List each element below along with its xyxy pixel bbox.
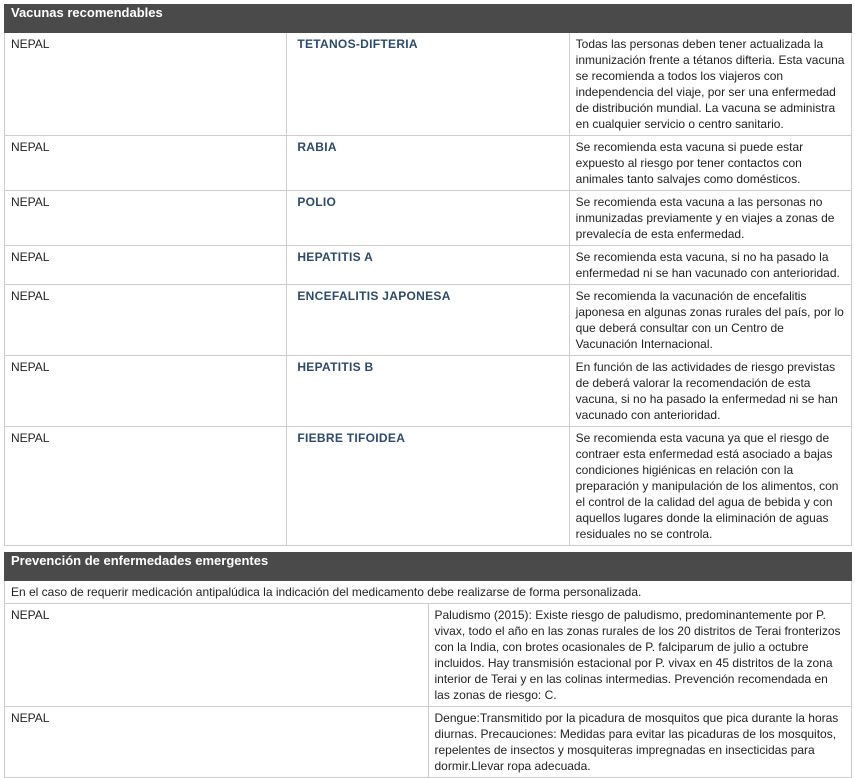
- table-row: [5, 33, 852, 136]
- table-row: [5, 191, 852, 246]
- vaccine-name: POLIO: [287, 191, 569, 246]
- vacunas-title: Vacunas recomendables: [5, 5, 852, 33]
- country-cell: NEPAL: [5, 191, 287, 246]
- disease-description: Dengue:Transmitido por la picadura de mosquitos que pica durante la horas diurnas. Precauciones: Medidas para evitar las picaduras de los mosquitos, repelentes de insectos y mosquiteras impregnadas en insecticidas para dormir.Llevar ropa adecuada.: [428, 707, 852, 778]
- vaccine-description: Se recomienda esta vacuna ya que el riesgo de contraer esta enfermedad está asociado a bajas condiciones higiénicas en relación con la preparación y manipulación de los alimentos, con el control de la calidad del agua de bebida y con aquellos lugares donde la eliminación de aguas residuales no se controla.: [569, 427, 851, 546]
- vacunas-table: [4, 4, 852, 552]
- country-cell: NEPAL: [5, 427, 287, 546]
- disease-description: Paludismo (2015): Existe riesgo de paludismo, predominantemente por P. vivax, todo el año en las zonas rurales de los 20 distritos de Terai fronterizos con la India, con brotes ocasionales de P. falciparum de julio a octubre incluidos. Hay transmisión estacional por P. vivax en 45 distritos de la zona interior de Terai y en las colinas intermedias. Prevención recomendada en las zonas de riesgo: C.: [428, 604, 852, 707]
- vaccine-description: En función de las actividades de riesgo previstas de deberá valorar la recomendación de esta vacuna, si no ha pasado la enfermedad ni se han vacunado con anterioridad.: [569, 356, 851, 427]
- vaccine-description: Todas las personas deben tener actualizada la inmunización frente a tétanos difteria. Esta vacuna se recomienda a todos los viajeros con independencia del viaje, por ser una enfermedad de distribución mundial. La vacuna se administra en cualquier servicio o centro sanitario.: [569, 33, 851, 136]
- table-row: [5, 356, 852, 427]
- country-cell: NEPAL: [5, 604, 429, 707]
- vaccine-description: Se recomienda esta vacuna, si no ha pasado la enfermedad ni se han vacunado con anterioridad.: [569, 246, 851, 285]
- table-row: [5, 285, 852, 356]
- vaccine-name: ENCEFALITIS JAPONESA: [287, 285, 569, 356]
- vaccine-description: Se recomienda esta vacuna si puede estar expuesto al riesgo por tener contactos con animales tanto salvajes como domésticos.: [569, 136, 851, 191]
- vacunas-header: [5, 5, 852, 33]
- country-cell: NEPAL: [5, 356, 287, 427]
- country-cell: NEPAL: [5, 136, 287, 191]
- vaccine-description: Se recomienda esta vacuna a las personas no inmunizadas previamente y en viajes a zonas de prevalecía de esta enfermedad.: [569, 191, 851, 246]
- country-cell: NEPAL: [5, 246, 287, 285]
- prevencion-table: [4, 552, 852, 778]
- country-cell: NEPAL: [5, 707, 429, 778]
- country-cell: NEPAL: [5, 33, 287, 136]
- table-row: [5, 707, 852, 778]
- country-cell: NEPAL: [5, 285, 287, 356]
- vaccine-description: Se recomienda la vacunación de encefalitis japonesa en algunas zonas rurales del país, por lo que deberá consultar con un Centro de Vacunación Internacional.: [569, 285, 851, 356]
- prevencion-intro: En el caso de requerir medicación antipalúdica la indicación del medicamento debe realizarse de forma personalizada.: [5, 581, 852, 604]
- prevencion-header: [5, 553, 852, 581]
- vaccine-name: RABIA: [287, 136, 569, 191]
- vaccine-name: TETANOS-DIFTERIA: [287, 33, 569, 136]
- page-content: [4, 4, 852, 778]
- table-row: [5, 427, 852, 546]
- vaccine-name: FIEBRE TIFOIDEA: [287, 427, 569, 546]
- table-row: [5, 604, 852, 707]
- vaccine-name: HEPATITIS A: [287, 246, 569, 285]
- table-row: [5, 136, 852, 191]
- vaccine-name: HEPATITIS B: [287, 356, 569, 427]
- intro-row: [5, 581, 852, 604]
- table-row: [5, 246, 852, 285]
- prevencion-title: Prevención de enfermedades emergentes: [5, 553, 852, 581]
